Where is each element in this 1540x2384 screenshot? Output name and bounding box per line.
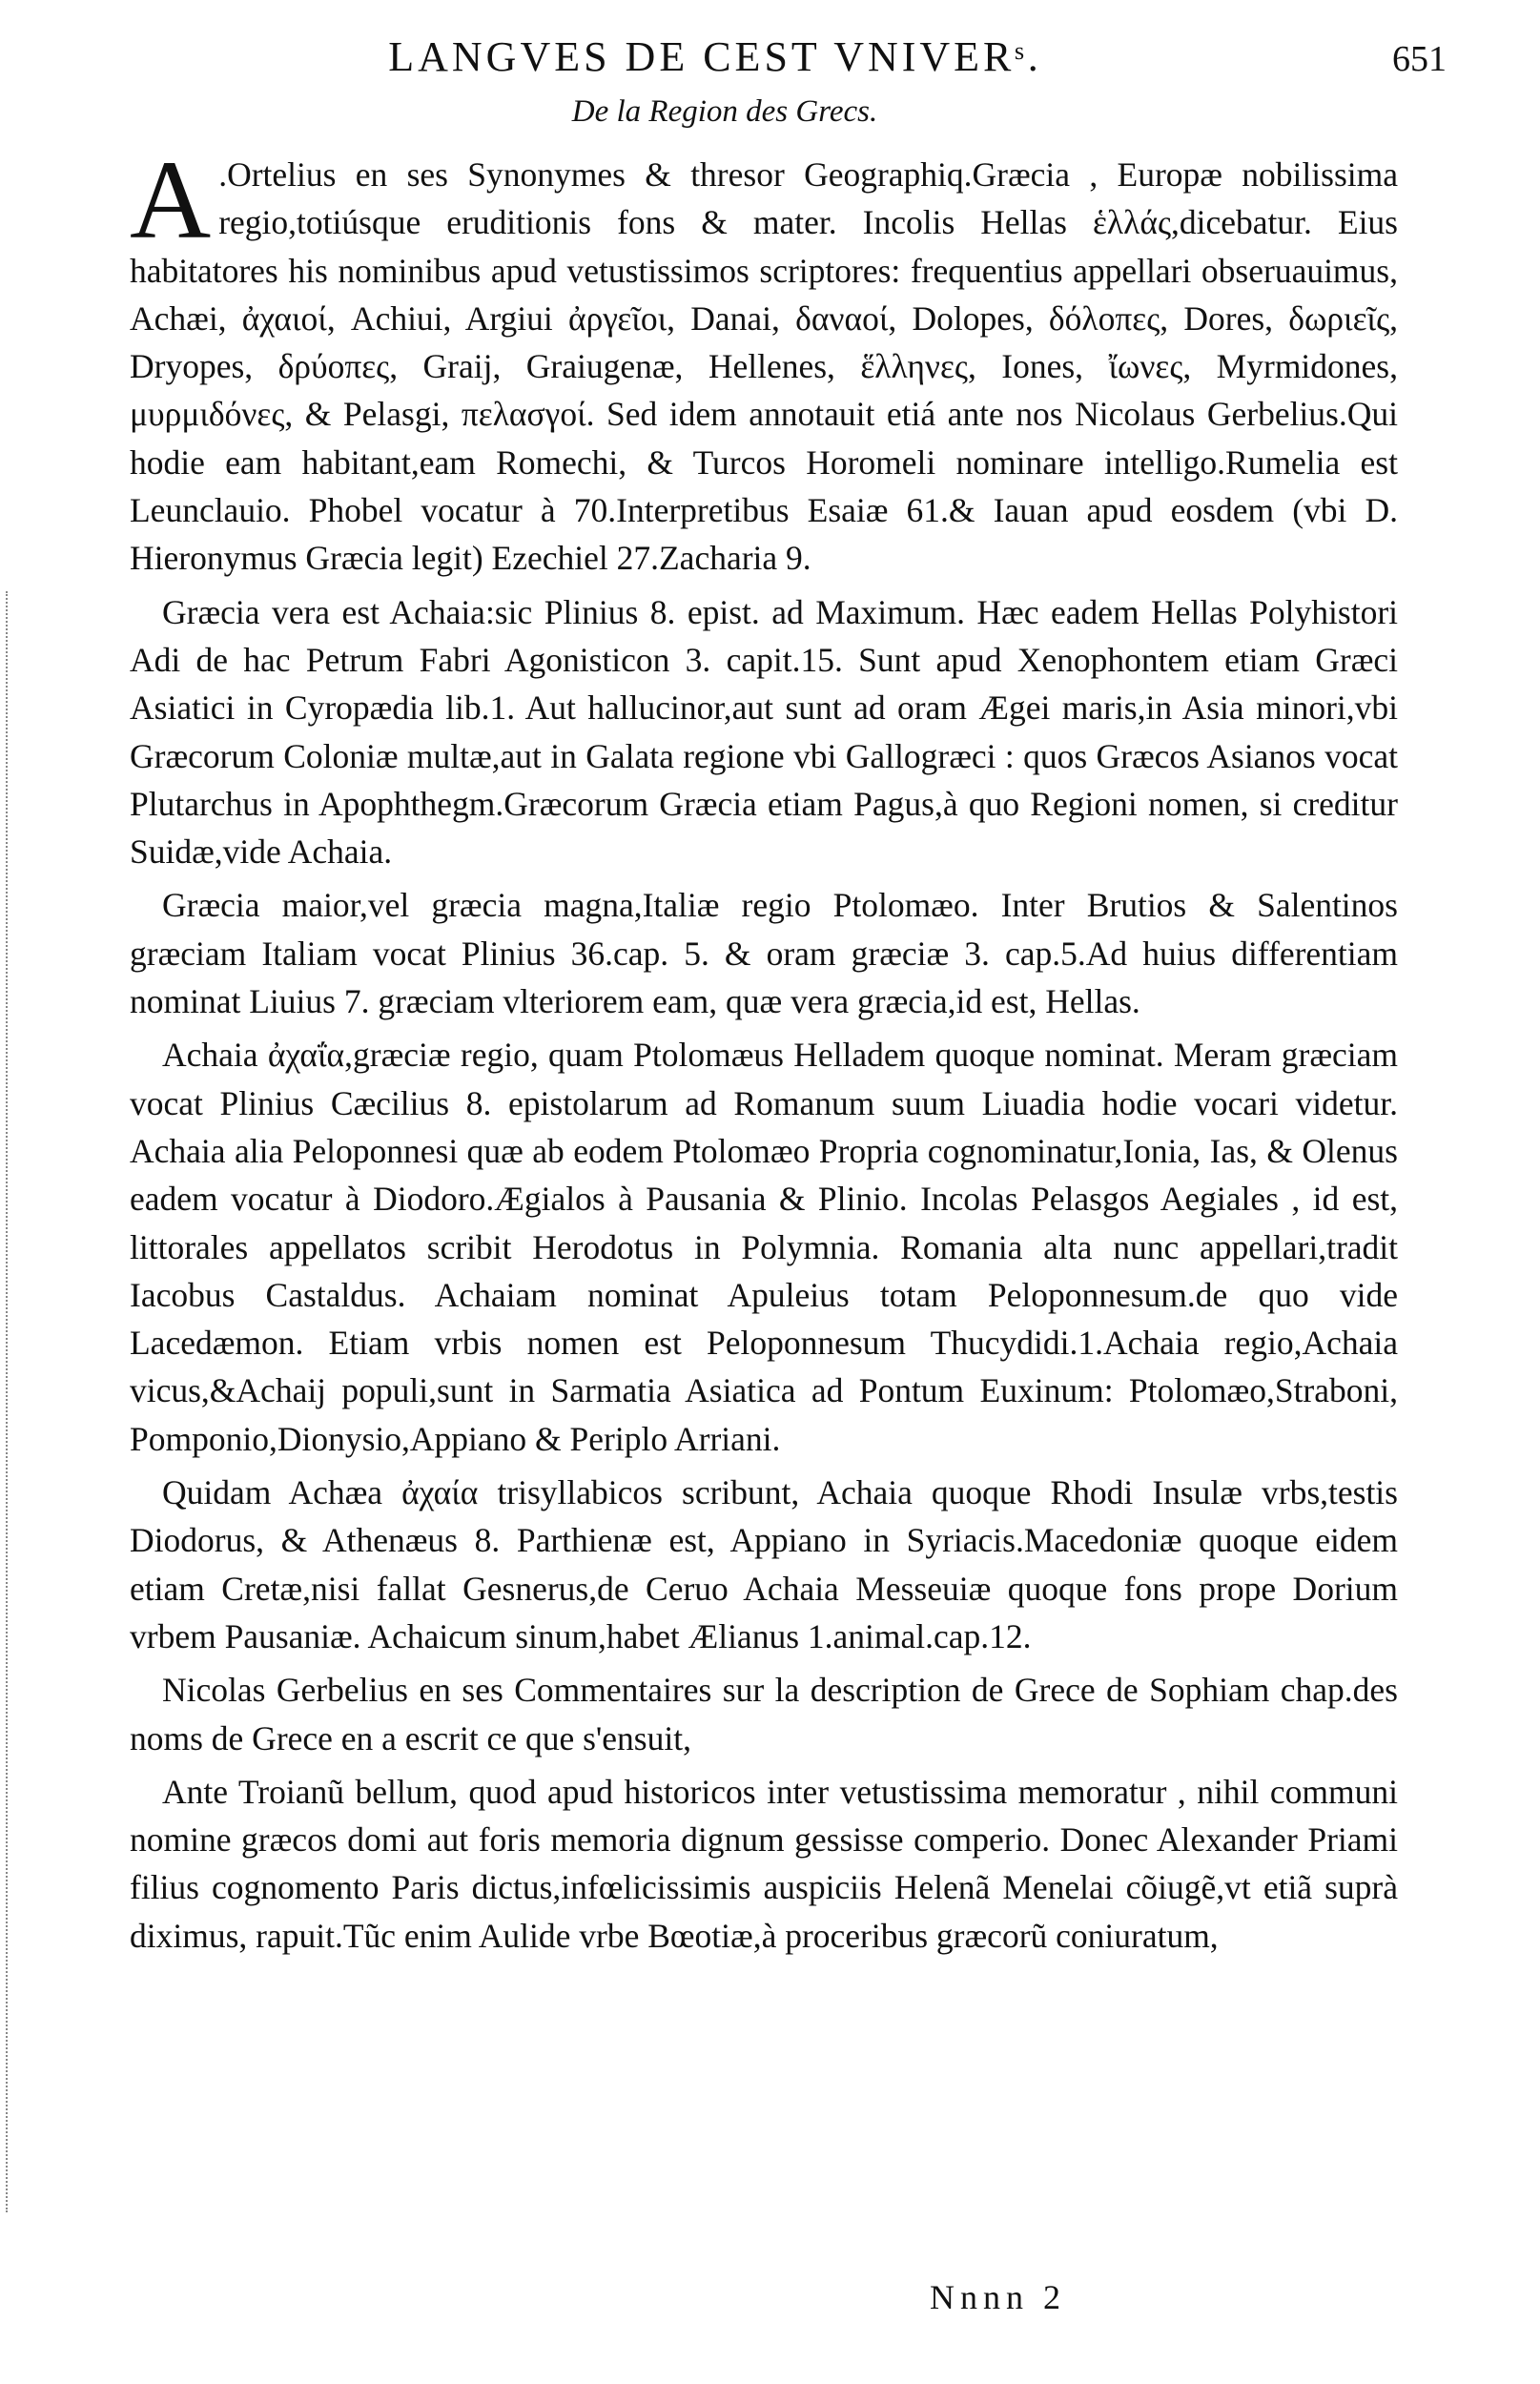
paragraph-graecia-vera: Græcia vera est Achaia:sic Plinius 8. epist. ad Maximum. Hæc eadem Hellas Polyhistori Adi de hac Petrum Fabri Agonisticon 3. capit.15. Sunt apud Xenophontem etiam Græci Asiatici in Cyropædia lib.1. Aut hallucinor,aut sunt ad oram Ægei maris,in Asia minori,vbi Græcorum Coloniæ multæ,aut in Galata regione vbi Gallogræci : quos Græcos Asianos vocat Plutarchus in Apophthegm.Græcorum Græcia etiam Pagus,à quo Regioni nomen, si creditur Suidæ,vide Achaia. [130, 592, 1398, 872]
page-number: 651 [1392, 39, 1447, 79]
paragraph-ortelius [130, 137, 1398, 583]
body-text [130, 137, 1398, 1965]
running-head: LANGVES DE CEST VNIVERˢ. [388, 33, 1042, 80]
section-subtitle: De la Region des Grecs. [571, 94, 878, 129]
paragraph-ante-troianum: Ante Troianũ bellum, quod apud historicos inter vetustissima memoratur , nihil communi nomine græcos domi aut foris memoria dignum gessisse comperio. Donec Alexander Priami filius cognomento Paris dictus,infœlicissimis auspiciis Helenã Menelai cõiugẽ,vt etiã suprà diximus, rapuit.Tũc enim Aulide vrbe Bœotiæ,à proceribus græcorũ coniuratum, [130, 1772, 1398, 1955]
drop-cap: A [130, 137, 212, 262]
paragraph-graecia-maior: Græcia maior,vel græcia magna,Italiæ regio Ptolomæo. Inter Brutios & Salentinos græciam Italiam vocat Plinius 36.cap. 5. & oram græciæ 3. cap.5.Ad huius differentiam nominat Liuius 7. græciam vlteriorem eam, quæ vera græcia,id est, Hellas. [130, 886, 1398, 1021]
margin-rule [6, 591, 27, 2212]
signature-mark: Nnnn 2 [930, 2278, 1066, 2316]
paragraph-gerbelius: Nicolas Gerbelius en ses Commentaires sur la description de Grece de Sophiam chap.des noms de Grece en a escrit ce que s'ensuit, [130, 1671, 1398, 1757]
paragraph-quidam: Quidam Achæa ἀχαία trisyllabicos scribunt, Achaia quoque Rhodi Insulæ vrbs,testis Diodorus, & Athenæus 8. Parthienæ est, Appiano in Syriacis.Macedoniæ quoque eidem etiam Cretæ,nisi fallat Gesnerus,de Ceruo Achaia Messeuiæ quoque fons prope Dorium vrbem Pausaniæ. Achaicum sinum,habet Ælianus 1.animal.cap.12. [130, 1473, 1398, 1655]
paragraph-text: .Ortelius en ses Synonymes & thresor Geographiq.Græcia , Europæ nobilissima regio,totiúsque eruditionis fons & mater. Incolis Hellas ἑλλάς,dicebatur. Eius habitatores his nominibus apud vetustissimos scriptores: frequentius appellari obseruauimus, Achæi, ἀχαιοί, Achiui, Argiui ἀργεῖοι, Danai, δαναοί, Dolopes, δόλοπες, Dores, δωριεῖς, Dryopes, δρύοπες, Graij, Graiugenæ, Hellenes, ἕλληνες, Iones, ἴωνες, Myrmidones, μυρμιδόνες, & Pelasgi, πελασγοί. Sed idem annotauit etiá ante nos Nicolaus Gerbelius.Qui hodie eam habitant,eam Romechi, & Turcos Horomeli nominare intelligo.Rumelia est Leunclauio. Phobel vocatur à 70.Interpretibus Esaiæ 61.& Iauan apud eosdem (vbi D. Hieronymus Græcia legit) Ezechiel 27.Zacharia 9. [130, 155, 1398, 578]
paragraph-achaia: Achaia ἀχαΐα,græciæ regio, quam Ptolomæus Helladem quoque nominat. Meram græciam vocat Plinius Cæcilius 8. epistolarum ad Romanum suum Liuadia hodie vocari videtur. Achaia alia Peloponnesi quæ ab eodem Ptolomæo Propria cognominatur,Ionia, Ias, & Olenus eadem vocatur à Diodoro.Ægialos à Pausania & Plinio. Incolas Pelasgos Aegiales , id est, littorales appellatos scribit Herodotus in Polymnia. Romania alta nunc appellari,tradit Iacobus Castaldus. Achaiam nominat Apuleius totam Peloponnesum.de quo vide Lacedæmon. Etiam vrbis nomen est Peloponnesum Thucydidi.1.Achaia regio,Achaia vicus,&Achaij populi,sunt in Sarmatia Asiatica ad Pontum Euxinum: Ptolomæo,Straboni, Pomponio,Dionysio,Appiano & Periplo Arriani. [130, 1036, 1398, 1458]
